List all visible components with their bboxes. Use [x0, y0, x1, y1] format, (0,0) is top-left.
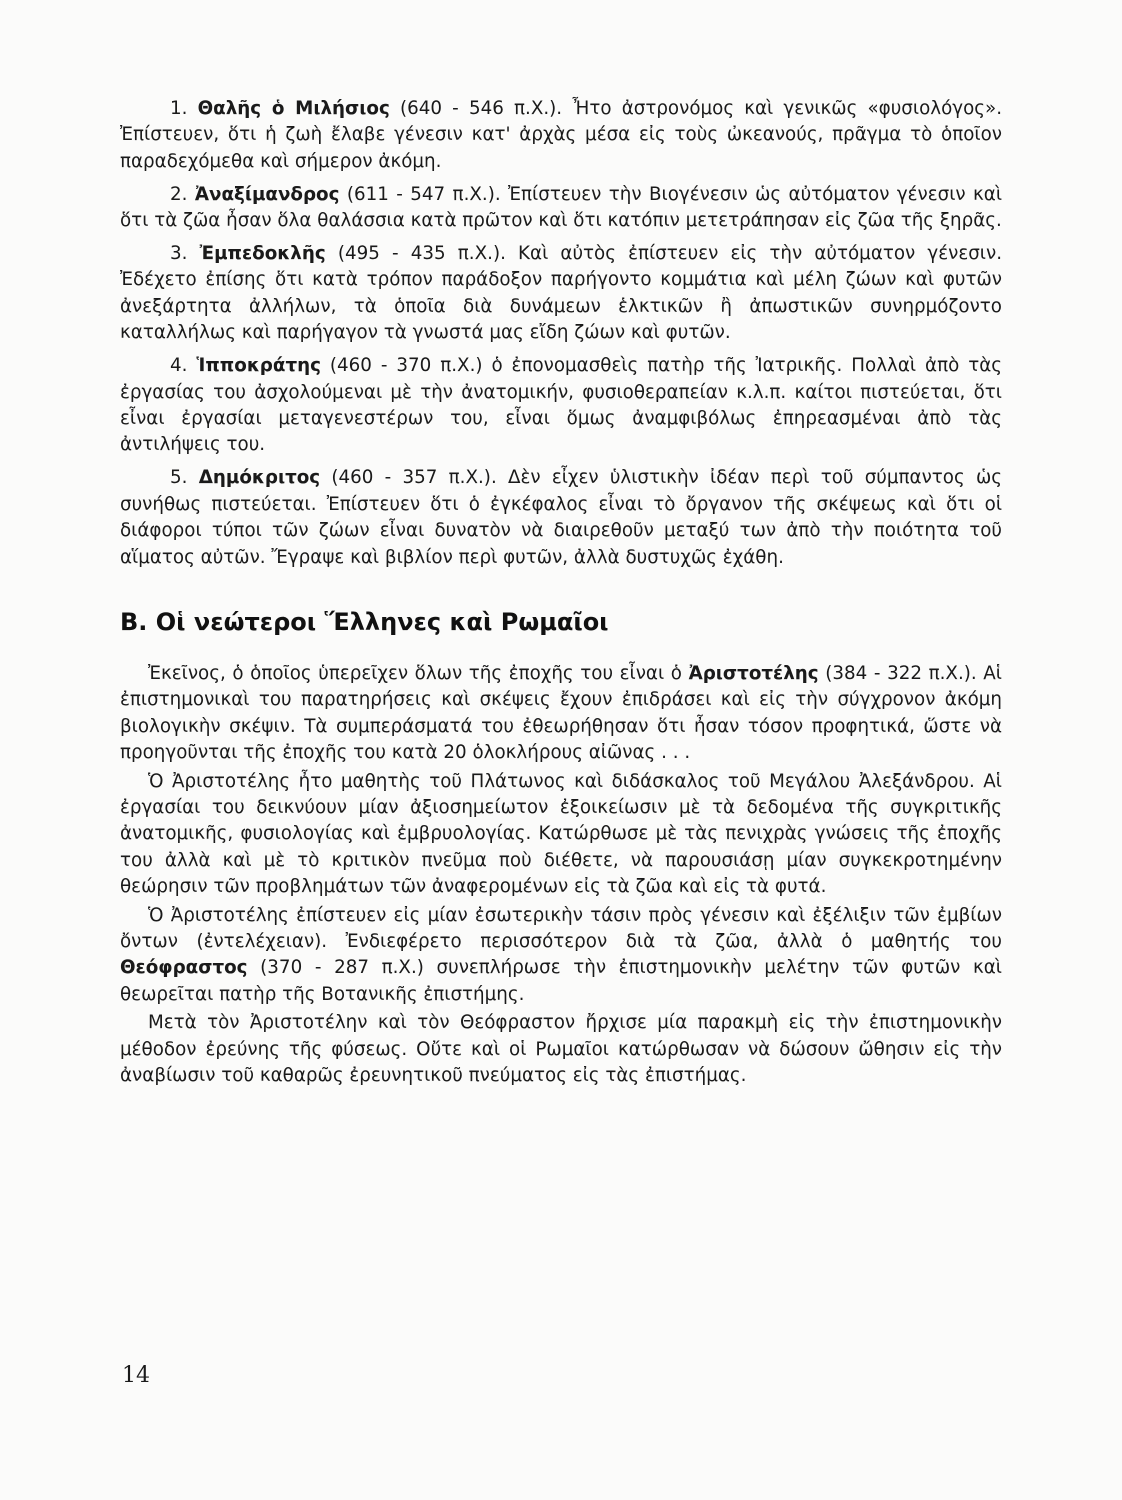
entry-name: Ἐμπεδοκλῆς: [199, 243, 326, 265]
paragraph-text: (370 - 287 π.Χ.) συνεπλήρωσε τὴν ἐπιστημονικὴν μελέτην τῶν φυτῶν καὶ θεωρεῖται πατὴρ τῆς Βοτανικῆς ἐπιστήμης.: [120, 957, 1002, 1005]
page-content: [120, 96, 1002, 1091]
entry-number: 5.: [170, 467, 188, 489]
entry-hippocrates: [120, 353, 1002, 459]
entry-thales: [120, 96, 1002, 175]
entry-text: (640 - 546 π.Χ.). Ἦτο ἀστρονόμος καὶ γενικῶς «φυσιολόγος». Ἐπίστευεν, ὅτι ἡ ζωὴ ἔλαβε γένεσιν κατ' ἀρχὰς μέσα εἰς τοὺς ὠκεανούς, πρᾶγμα τὸ ὁποῖον παραδεχόμεθα καὶ σήμερον ἀκόμη.: [120, 98, 1002, 172]
paragraph-decline: Μετὰ τὸν Ἀριστοτέλην καὶ τὸν Θεόφραστον ἤρχισε μία παρακμὴ εἰς τὴν ἐπιστημονικὴν μέθοδον ἐρεύνης τῆς φύσεως. Οὔτε καὶ οἱ Ρωμαῖοι κατώρθωσαν νὰ δώσουν ὤθησιν εἰς τὴν ἀναβίωσιν τοῦ καθαρῶς ἐρευνητικοῦ πνεύματος εἰς τὰς ἐπιστήμας.: [120, 1012, 1002, 1086]
entry-text: (611 - 547 π.Χ.). Ἐπίστευεν τὴν Βιογένεσιν ὡς αὐτόματον γένεσιν καὶ ὅτι τὰ ζῶα ἦσαν ὅλα θαλάσσια κατὰ πρῶτον καὶ ὅτι κατόπιν μετετράπησαν εἰς ζῶα τῆς ξηρᾶς.: [120, 183, 1003, 232]
paragraph-aristotle-intro: [120, 661, 1002, 767]
entry-name: Ἱπποκράτης: [196, 355, 321, 377]
paragraph-name: Ἀριστοτέλης: [688, 662, 819, 684]
entry-number: 4.: [170, 355, 188, 377]
page-number: 14: [122, 1363, 150, 1388]
section-heading: Β. Οἱ νεώτεροι Ἕλληνες καὶ Ρωμαῖοι: [120, 607, 609, 636]
entry-name: Θαλῆς ὁ Μιλήσιος: [197, 98, 390, 119]
entry-anaximander: [120, 182, 1002, 235]
paragraph-text: (384 - 322 π.Χ.). Αἱ ἐπιστημονικαὶ του παρατηρήσεις καὶ σκέψεις ἔχουν ἐπιδράσει καὶ εἰς τὴν σύγχρονον ἀκόμη βιολογικὴν σκέψιν. Τὰ συμπεράσματά του ἐθεωρήθησαν ὅτι ἦσαν τόσον προφητικά, ὥστε νὰ προηγοῦνται τῆς ἐποχῆς του κατὰ 20 ὁλοκλήρους αἰῶνας . . .: [120, 662, 1002, 764]
entry-text: (495 - 435 π.Χ.). Καὶ αὐτὸς ἐπίστευεν εἰς τὴν αὐτόματον γένεσιν. Ἐδέχετο ἐπίσης ὅτι κατὰ τρόπον παράδοξον παρήγοντο κομμάτια καὶ μέλη ζώων καὶ φυτῶν ἀνεξάρτητα ἀλλήλων, τὰ ὁποῖα διὰ δυνάμεων ἑλκτικῶν ἢ ἀπωστικῶν συνηρμόζοντο καταλλήλως καὶ παρήγαγον τὰ γνωστά μας εἴδη ζώων καὶ φυτῶν.: [120, 243, 1003, 344]
paragraph-aristotle-student: Ὁ Ἀριστοτέλης ἦτο μαθητὴς τοῦ Πλάτωνος καὶ διδάσκαλος τοῦ Μεγάλου Ἀλεξάνδρου. Αἱ ἐργασίαι του δεικνύουν μίαν ἀξιοσημείωτον ἐξοικείωσιν μὲ τὰ δεδομένα τῆς συγκριτικῆς ἀνατομικῆς, φυσιολογίας καὶ ἐμβρυολογίας. Κατώρθωσε μὲ τὰς πενιχρὰς γνώσεις τῆς ἐποχῆς του ἀλλὰ καὶ μὲ τὸ κριτικὸν πνεῦμα ποὺ διέθετε, νὰ παρουσιάσῃ μίαν συγκεκροτημένην θεώρησιν τῶν προβλημάτων τῶν ἀναφερομένων εἰς τὰ ζῶα καὶ εἰς τὰ φυτά.: [120, 770, 1002, 898]
paragraph-theophrastus: [120, 903, 1002, 1009]
entry-text: (460 - 357 π.Χ.). Δὲν εἶχεν ὑλιστικὴν ἰδέαν περὶ τοῦ σύμπαντος ὡς συνήθως πιστεύεται. Ἐπίστευεν ὅτι ὁ ἐγκέφαλος εἶναι τὸ ὄργανον τῆς σκέψεως καὶ ὅτι οἱ διάφοροι τύποι τῶν ζώων εἶναι δυνατὸν νὰ διαιρεθοῦν μεταξύ των ἀπὸ τὴν ποιότητα τοῦ αἵματος αὐτῶν. Ἔγραψε καὶ βιβλίον περὶ φυτῶν, ἀλλὰ δυστυχῶς ἐχάθη.: [120, 467, 1002, 568]
entry-text: (460 - 370 π.Χ.) ὁ ἐπονομασθεὶς πατὴρ τῆς Ἰατρικῆς. Πολλαὶ ἀπὸ τὰς ἐργασίας του ἀσχολούμεναι μὲ τὴν ἀνατομικήν, φυσιοθεραπείαν κ.λ.π. καίτοι πιστεύεται, ὅτι εἶναι ἐργασίαι μεταγενεστέρων του, εἶναι ὅμως ἀναμφιβόλως ἐπηρεασμέναι ἀπὸ τὰς ἀντιλήψεις του.: [120, 355, 1002, 456]
entry-number: 1.: [170, 98, 188, 119]
entry-name: Ἀναξίμανδρος: [194, 183, 340, 205]
paragraph-name: Θεόφραστος: [120, 957, 248, 979]
paragraph-text: Ὁ Ἀριστοτέλης ἐπίστευεν εἰς μίαν ἐσωτερικὴν τάσιν πρὸς γένεσιν καὶ ἐξέλιξιν τῶν ἐμβίων ὄντων (ἐντελέχειαν). Ἐνδιεφέρετο περισσότερον διὰ τὰ ζῶα, ἀλλὰ ὁ μαθητής του: [120, 904, 1002, 952]
paragraph-text: Ἐκεῖνος, ὁ ὁποῖος ὑπερεῖχεν ὅλων τῆς ἐποχῆς του εἶναι ὁ: [148, 662, 689, 684]
entry-democritus: [120, 465, 1002, 571]
entry-number: 2.: [170, 183, 188, 205]
entry-number: 3.: [170, 243, 188, 265]
entry-empedocles: [120, 241, 1002, 347]
entry-name: Δημόκριτος: [198, 467, 321, 489]
